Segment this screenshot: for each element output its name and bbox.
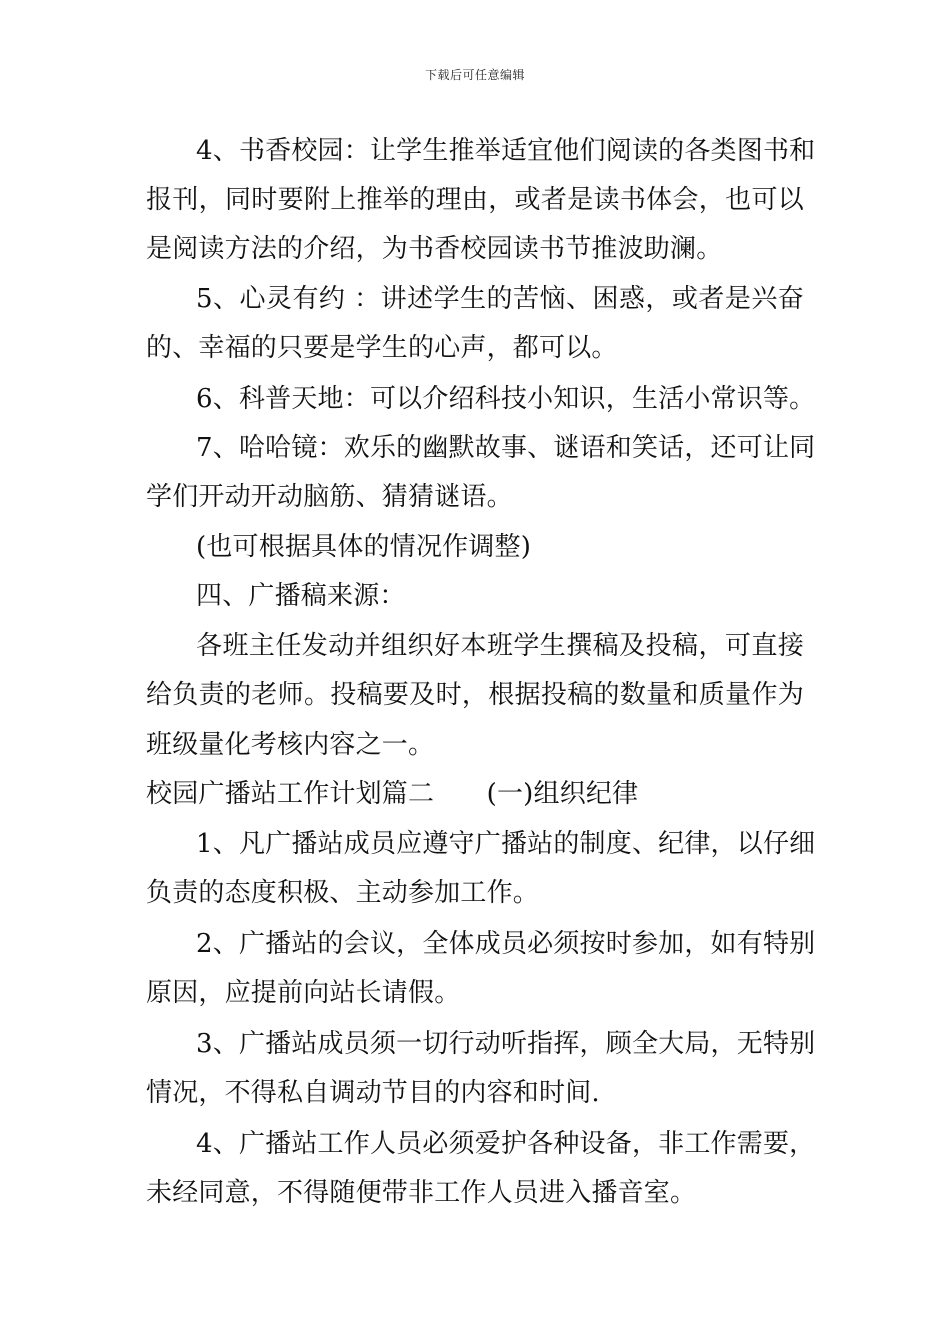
paragraph-line: 未经同意，不得随便带非工作人员进入播音室。 xyxy=(146,1178,697,1208)
paragraph-line: 4、广播站工作人员必须爱护各种设备，非工作需要， xyxy=(196,1129,816,1159)
paragraph-line: 7、哈哈镜：欢乐的幽默故事、谜语和笑话，还可让同 xyxy=(196,433,816,463)
section-title: 校园广播站工作计划篇二 (一)组织纪律 xyxy=(146,779,639,809)
paragraph-line: 学们开动开动脑筋、猜猜谜语。 xyxy=(146,482,513,512)
paragraph-line: 的、幸福的只要是学生的心声，都可以。 xyxy=(146,333,618,363)
paragraph-line: 报刊，同时要附上推举的理由，或者是读书体会，也可以 xyxy=(146,185,804,215)
paragraph-line: 1、凡广播站成员应遵守广播站的制度、纪律，以仔细 xyxy=(196,829,816,859)
paragraph-line: 负责的态度积极、主动参加工作。 xyxy=(146,878,540,908)
paragraph-line: 是阅读方法的介绍，为书香校园读书节推波助澜。 xyxy=(146,234,723,264)
paragraph-line: 原因，应提前向站长请假。 xyxy=(146,978,461,1008)
paragraph-line: 6、科普天地：可以介绍科技小知识，生活小常识等。 xyxy=(196,384,816,414)
paragraph-line: 4、书香校园：让学生推举适宜他们阅读的各类图书和 xyxy=(196,136,816,166)
paragraph-line: 情况，不得私自调动节目的内容和时间. xyxy=(146,1078,600,1108)
paragraph-line: 3、广播站成员须一切行动听指挥，顾全大局，无特别 xyxy=(196,1029,816,1059)
paragraph-line: 2、广播站的会议，全体成员必须按时参加，如有特别 xyxy=(196,929,816,959)
paragraph-line: 5、心灵有约 ：讲述学生的苦恼、困惑，或者是兴奋 xyxy=(196,284,804,314)
paragraph-line: 班级量化考核内容之一。 xyxy=(146,730,435,760)
paragraph-line: (也可根据具体的情况作调整) xyxy=(196,532,532,562)
paragraph-line: 给负责的老师。投稿要及时，根据投稿的数量和质量作为 xyxy=(146,680,804,710)
section-heading: 四、广播稿来源： xyxy=(196,581,406,611)
paragraph-line: 各班主任发动并组织好本班学生撰稿及投稿，可直接 xyxy=(196,631,804,661)
header-note: 下载后可任意编辑 xyxy=(424,68,525,82)
